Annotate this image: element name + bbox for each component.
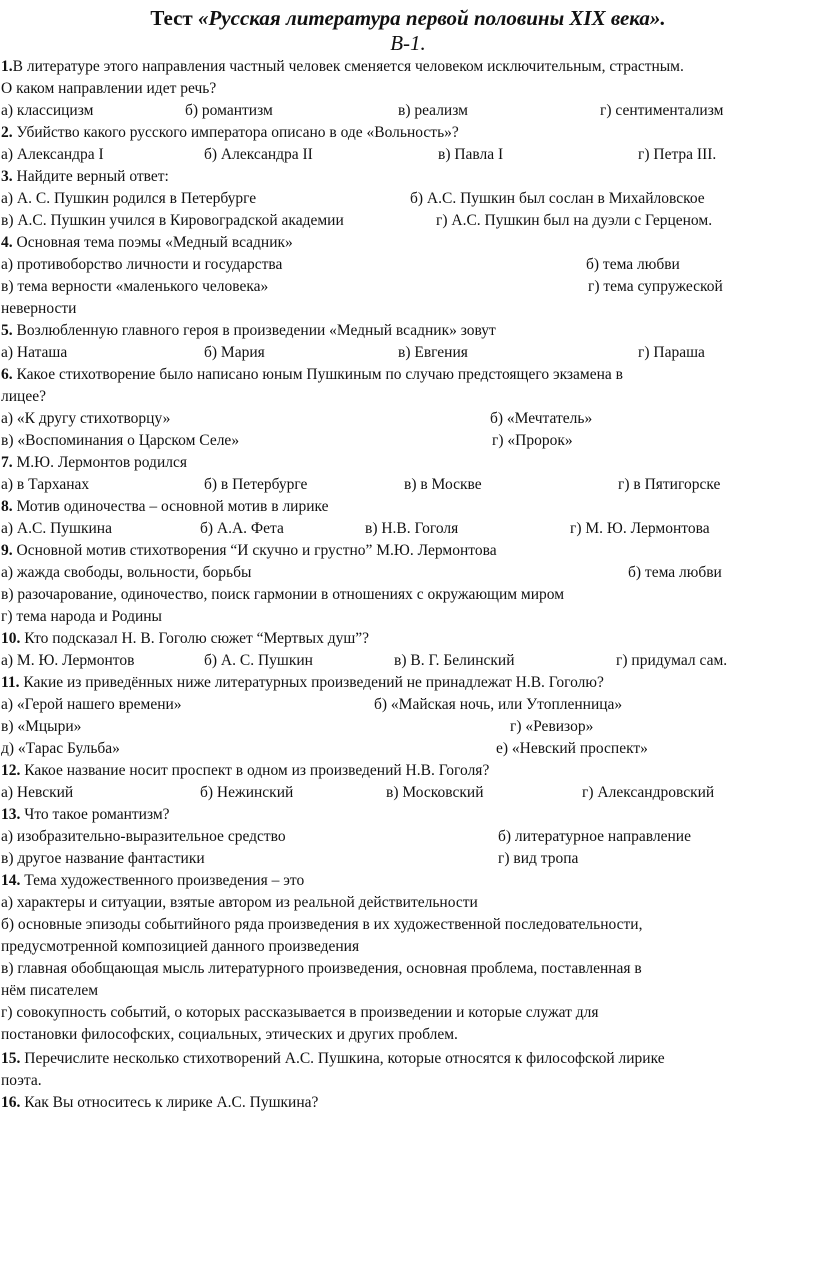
question-13 (1, 806, 170, 824)
question-text: М.Ю. Лермонтов родился (12, 454, 187, 471)
answer-option[interactable]: в) тема верности «маленького человека» (1, 278, 269, 295)
answer-option[interactable]: г) Параша (638, 344, 705, 361)
answer-option[interactable]: г) придумал сам. (616, 652, 728, 669)
question-11 (1, 674, 604, 692)
answer-option[interactable]: г) в Пятигорске (618, 476, 721, 493)
answer-option[interactable]: б) Александра II (204, 146, 313, 163)
answer-option[interactable]: в) Павла I (438, 146, 504, 163)
answer-option[interactable]: в) главная обобщающая мысль литературного произведения, основная проблема, поставленная в (1, 960, 642, 977)
question-text: Возлюбленную главного героя в произведении «Медный всадник» зовут (12, 322, 496, 339)
question-text: Перечислите несколько стихотворений А.С. Пушкина, которые относятся к философской лирике (20, 1050, 665, 1067)
question-16 (1, 1094, 318, 1112)
answer-option[interactable]: г) Александровский (582, 784, 715, 801)
answer-option[interactable]: б) Нежинский (200, 784, 294, 801)
question-number: 1. (1, 58, 13, 75)
question-1-line-2: О каком направлении идет речь? (1, 80, 217, 97)
answer-option[interactable]: а) в Тарханах (1, 476, 90, 493)
answer-option[interactable]: г) «Пророк» (492, 432, 573, 449)
question-number: 7. (1, 454, 13, 471)
question-number: 2. (1, 124, 13, 141)
question-text: Что такое романтизм? (20, 806, 170, 823)
question-15 (1, 1050, 665, 1068)
answer-option-continuation: нём писателем (1, 982, 99, 999)
answer-option[interactable]: в) «Воспоминания о Царском Селе» (1, 432, 240, 449)
answer-option[interactable]: б) тема любви (586, 256, 680, 273)
title-topic: «Русская литература первой половины XIX века». (197, 6, 666, 30)
question-15-line-2: поэта. (1, 1072, 42, 1089)
answer-option[interactable]: в) Московский (386, 784, 484, 801)
answer-option[interactable]: б) литературное направление (498, 828, 691, 845)
question-number: 6. (1, 366, 13, 383)
question-number: 9. (1, 542, 13, 559)
answer-option[interactable]: а) А.С. Пушкина (1, 520, 112, 537)
question-text: Как Вы относитесь к лирике А.С. Пушкина? (20, 1094, 319, 1111)
answer-option[interactable]: в) «Мцыри» (1, 718, 82, 735)
question-text: Какие из приведённых ниже литературных произведений не принадлежат Н.В. Гоголю? (19, 674, 604, 691)
answer-option[interactable]: а) характеры и ситуации, взятые автором из реальной действительности (1, 894, 478, 911)
answer-option-continuation: постановки философских, социальных, этических и других проблем. (1, 1026, 458, 1043)
variant-label: В-1. (390, 31, 426, 55)
answer-option-continuation: неверности (1, 300, 77, 317)
question-14 (1, 872, 304, 890)
question-1 (1, 58, 684, 76)
answer-option[interactable]: а) жажда свободы, вольности, борьбы (1, 564, 252, 581)
answer-option[interactable]: д) «Тарас Бульба» (1, 740, 120, 757)
question-text: Убийство какого русского императора описано в оде «Вольность»? (12, 124, 459, 141)
answer-option[interactable]: а) противоборство личности и государства (1, 256, 283, 273)
answer-option[interactable]: в) А.С. Пушкин учился в Кировоградской академии (1, 212, 344, 229)
question-text: Кто подсказал Н. В. Гоголю сюжет “Мертвых душ”? (20, 630, 370, 647)
answer-option[interactable]: г) тема супружеской (588, 278, 723, 295)
answer-option[interactable]: б) А.С. Пушкин был сослан в Михайловское (410, 190, 705, 207)
question-number: 12. (1, 762, 21, 779)
answer-option[interactable]: в) разочарование, одиночество, поиск гармонии в отношениях с окружающим миром (1, 586, 565, 603)
question-12 (1, 762, 489, 780)
answer-option[interactable]: в) в Москве (404, 476, 482, 493)
question-number: 14. (1, 872, 21, 889)
answer-option[interactable]: а) «Герой нашего времени» (1, 696, 182, 713)
question-text: В литературе этого направления частный человек сменяется человеком исключительным, страстным. (12, 58, 684, 75)
answer-option[interactable]: б) романтизм (185, 102, 273, 119)
test-title (0, 6, 816, 30)
question-6 (1, 366, 623, 384)
question-9 (1, 542, 497, 560)
answer-option[interactable]: а) классицизм (1, 102, 94, 119)
answer-option[interactable]: а) «К другу стихотворцу» (1, 410, 171, 427)
answer-option[interactable]: г) М. Ю. Лермонтова (570, 520, 710, 537)
question-number: 11. (1, 674, 20, 691)
answer-option[interactable]: а) М. Ю. Лермонтов (1, 652, 135, 669)
question-number: 13. (1, 806, 21, 823)
answer-option[interactable]: б) «Мечтатель» (490, 410, 593, 427)
question-text: Найдите верный ответ: (12, 168, 169, 185)
question-6-line-2: лицее? (1, 388, 46, 405)
answer-option[interactable]: б) «Майская ночь, или Утопленница» (374, 696, 623, 713)
answer-option[interactable]: а) Наташа (1, 344, 68, 361)
question-number: 16. (1, 1094, 21, 1111)
title-prefix: Тест (150, 6, 198, 30)
answer-option[interactable]: в) Н.В. Гоголя (365, 520, 459, 537)
question-7 (1, 454, 187, 472)
question-text: Какое название носит проспект в одном из произведений Н.В. Гоголя? (20, 762, 490, 779)
answer-option[interactable]: в) Евгения (398, 344, 468, 361)
question-3 (1, 168, 169, 186)
answer-option[interactable]: а) Невский (1, 784, 74, 801)
answer-option[interactable]: г) вид тропа (498, 850, 579, 867)
answer-option[interactable]: г) А.С. Пушкин был на дуэли с Герценом. (436, 212, 713, 229)
question-text: Основная тема поэмы «Медный всадник» (12, 234, 293, 251)
question-number: 3. (1, 168, 13, 185)
answer-option[interactable]: г) сентиментализм (600, 102, 724, 119)
question-text: Какое стихотворение было написано юным Пушкиным по случаю предстоящего экзамена в (12, 366, 623, 383)
answer-option[interactable]: г) Петра III. (638, 146, 717, 163)
question-number: 8. (1, 498, 13, 515)
question-text: Мотив одиночества – основной мотив в лирике (12, 498, 329, 515)
question-number: 15. (1, 1050, 21, 1067)
question-10 (1, 630, 369, 648)
answer-option[interactable]: г) совокупность событий, о которых рассказывается в произведении и которые служат для (1, 1004, 599, 1021)
question-5 (1, 322, 496, 340)
question-text: Тема художественного произведения – это (20, 872, 305, 889)
question-number: 4. (1, 234, 13, 251)
question-8 (1, 498, 329, 516)
answer-option[interactable]: а) изобразительно-выразительное средство (1, 828, 286, 845)
answer-option-continuation: предусмотренной композицией данного произведения (1, 938, 360, 955)
answer-option[interactable]: г) тема народа и Родины (1, 608, 162, 625)
answer-option[interactable]: б) основные эпизоды событийного ряда произведения в их художественной последовательности, (1, 916, 643, 933)
answer-option[interactable]: в) другое название фантастики (1, 850, 205, 867)
answer-option[interactable]: г) «Ревизор» (510, 718, 594, 735)
answer-option[interactable]: а) А. С. Пушкин родился в Петербурге (1, 190, 257, 207)
answer-option[interactable]: е) «Невский проспект» (496, 740, 648, 757)
question-2 (1, 124, 459, 142)
question-text: Основной мотив стихотворения “И скучно и грустно” М.Ю. Лермонтова (12, 542, 497, 559)
answer-option[interactable]: в) В. Г. Белинский (394, 652, 515, 669)
answer-option[interactable]: б) в Петербурге (204, 476, 308, 493)
answer-option[interactable]: а) Александра I (1, 146, 104, 163)
question-4 (1, 234, 293, 252)
answer-option[interactable]: б) Мария (204, 344, 265, 361)
answer-option[interactable]: б) тема любви (628, 564, 722, 581)
question-number: 5. (1, 322, 13, 339)
answer-option[interactable]: в) реализм (398, 102, 468, 119)
question-number: 10. (1, 630, 21, 647)
answer-option[interactable]: б) А.А. Фета (200, 520, 284, 537)
answer-option[interactable]: б) А. С. Пушкин (204, 652, 313, 669)
